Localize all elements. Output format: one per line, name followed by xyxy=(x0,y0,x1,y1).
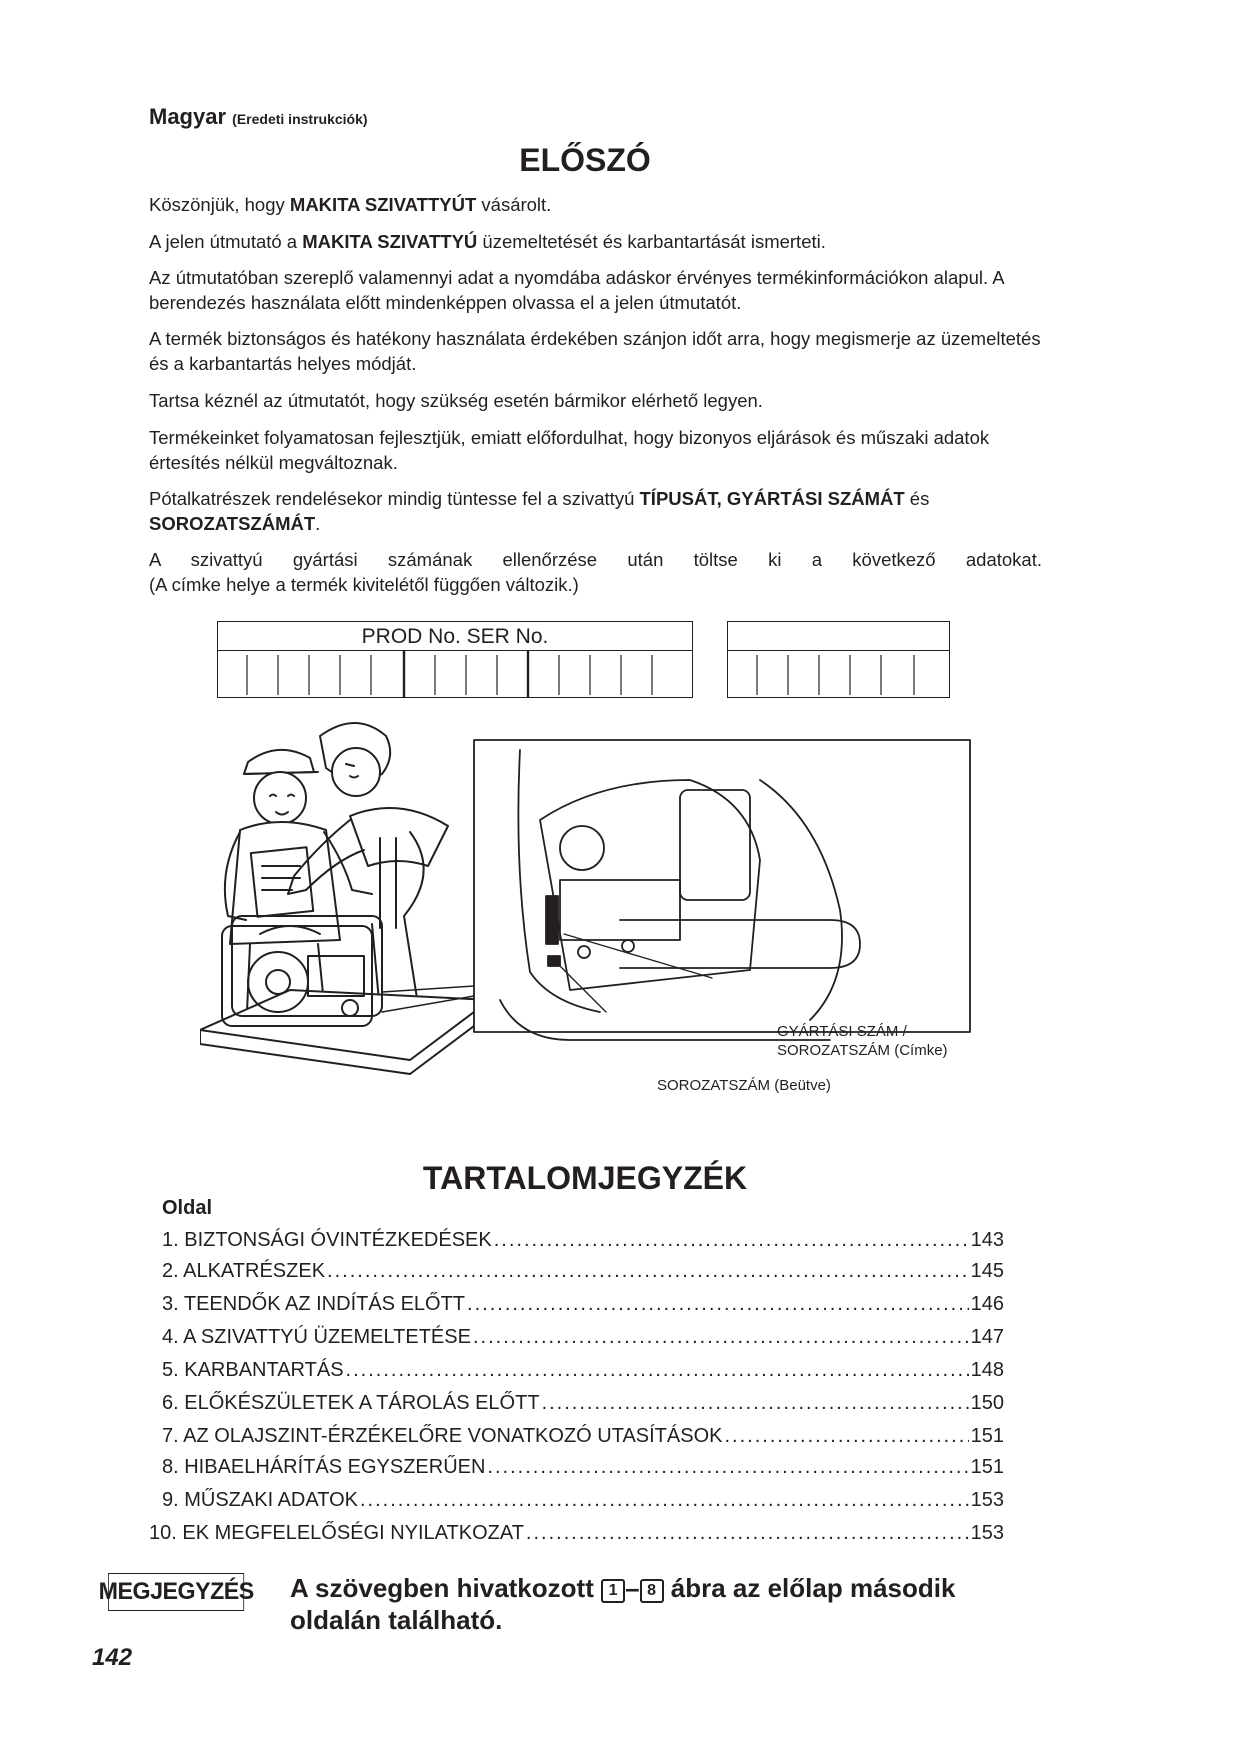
note-text-a: A szövegben hivatkozott xyxy=(290,1573,602,1603)
p7-text-e: . xyxy=(315,513,321,534)
toc-entry-label: 4. A SZIVATTYÚ ÜZEMELTETÉSE xyxy=(162,1326,471,1348)
figure-ref-end-icon xyxy=(640,1579,664,1603)
toc-entry-label: 5. KARBANTARTÁS xyxy=(162,1359,344,1381)
language-name: Magyar xyxy=(149,104,227,129)
note-text-b: ábra az előlap második oldalán található. xyxy=(290,1573,956,1635)
prod-ser-digit-cells xyxy=(218,651,692,698)
toc-entry-label: 6. ELŐKÉSZÜLETEK A TÁROLÁS ELŐTT xyxy=(162,1392,540,1414)
toc-leader xyxy=(542,1392,969,1415)
toc-entry-page: 145 xyxy=(970,1260,1004,1282)
toc-entry[interactable] xyxy=(162,1293,1004,1319)
callout-stamped-number: SOROZATSZÁM (Beütve) xyxy=(657,1077,831,1094)
foreword-paragraph-5: Tartsa kéznél az útmutatót, hogy szükség esetén bármikor elérhető legyen. xyxy=(149,390,763,411)
language-heading xyxy=(149,104,368,130)
toc-entry[interactable] xyxy=(162,1425,1004,1451)
toc-entry-label: 8. HIBAELHÁRÍTÁS EGYSZERŰEN xyxy=(162,1456,486,1478)
toc-entry[interactable] xyxy=(162,1489,1004,1515)
toc-entry-page: 143 xyxy=(970,1229,1004,1251)
extra-number-header xyxy=(728,622,949,651)
callout-label-number xyxy=(777,1022,948,1060)
callout-label-line-2: SOROZATSZÁM (Címke) xyxy=(777,1042,948,1059)
toc-entry-label: 3. TEENDŐK AZ INDÍTÁS ELŐTT xyxy=(162,1293,466,1315)
p7-bold-b: TÍPUSÁT, GYÁRTÁSI SZÁMÁT xyxy=(639,488,905,509)
toc-entry[interactable] xyxy=(162,1456,1004,1482)
toc-leader xyxy=(473,1326,969,1349)
foreword-paragraph-6: Termékeinket folyamatosan fejlesztjük, emiatt előfordulhat, hogy bizonyos eljárások és műszaki adatok értesítés nélkül megváltoznak. xyxy=(149,427,990,473)
p2-brand: MAKITA SZIVATTYÚ xyxy=(302,231,478,252)
p1-text-a: Köszönjük, hogy xyxy=(149,194,290,215)
toc-leader xyxy=(467,1293,969,1316)
pump-illustration xyxy=(200,720,980,1120)
foreword-paragraph-3: Az útmutatóban szereplő valamennyi adat a nyomdába adáskor érvényes termékinformációkon alapul. A berendezés használata előtt mindenképpen olvassa el a jelen útmutatót. xyxy=(149,267,1004,313)
toc-leader xyxy=(327,1260,969,1283)
callout-label-line-1: GYÁRTÁSI SZÁM / xyxy=(777,1023,907,1040)
p7-text-a: Pótalkatrészek rendelésekor mindig tüntesse fel a szivattyú xyxy=(149,488,640,509)
foreword-paragraph-1 xyxy=(149,192,1042,217)
toc-leader xyxy=(724,1425,968,1448)
prod-ser-number-form xyxy=(217,621,693,698)
toc-entry[interactable] xyxy=(162,1326,1004,1352)
note-text xyxy=(290,1572,1050,1636)
toc-entry-page: 151 xyxy=(970,1425,1004,1447)
toc-entry-page: 146 xyxy=(970,1293,1004,1315)
toc-entry-label: 7. AZ OLAJSZINT-ÉRZÉKELŐRE VONATKOZÓ UTASÍTÁSOK xyxy=(162,1425,723,1447)
toc-entry-label: 1. BIZTONSÁGI ÓVINTÉZKEDÉSEK xyxy=(162,1229,492,1251)
extra-number-form xyxy=(727,621,950,698)
foreword-paragraph-4: A termék biztonságos és hatékony használata érdekében szánjon időt arra, hogy megismerje az üzemeltetés és a karbantartás helyes módját. xyxy=(149,328,1041,374)
toc-entry-page: 153 xyxy=(970,1489,1004,1511)
toc-entry-label: 9. MŰSZAKI ADATOK xyxy=(162,1489,358,1511)
foreword-paragraph-2 xyxy=(149,229,1042,254)
toc-entry-page: 148 xyxy=(970,1359,1004,1381)
detail-inset-frame xyxy=(474,740,970,1032)
toc-entry[interactable] xyxy=(149,1522,1004,1548)
foreword-title: ELŐSZÓ xyxy=(519,142,651,178)
p2-text-c: üzemeltetését és karbantartását ismerteti. xyxy=(477,231,826,252)
toc-entry-page: 151 xyxy=(970,1456,1004,1478)
toc-title: TARTALOMJEGYZÉK xyxy=(422,1160,748,1196)
toc-entry-page: 150 xyxy=(970,1392,1004,1414)
note-badge-label: MEGJEGYZÉS xyxy=(98,1578,254,1605)
toc-entry[interactable] xyxy=(162,1260,1004,1286)
p7-bold-d: SOROZATSZÁMÁT xyxy=(149,513,316,534)
toc-leader xyxy=(526,1522,969,1545)
toc-entry-page: 153 xyxy=(970,1522,1004,1544)
p1-text-c: vásárolt. xyxy=(476,194,552,215)
prod-ser-header: PROD No. SER No. xyxy=(218,622,692,651)
figure-ref-dash: – xyxy=(625,1573,640,1603)
figure-ref-start-number: 1 xyxy=(608,1582,618,1599)
toc-page-heading: Oldal xyxy=(162,1197,213,1219)
p2-text-a: A jelen útmutató a xyxy=(149,231,303,252)
page-number: 142 xyxy=(92,1644,133,1671)
p1-brand: MAKITA SZIVATTYÚT xyxy=(289,194,477,215)
toc-entry[interactable] xyxy=(162,1392,1004,1418)
toc-leader xyxy=(346,1359,969,1382)
toc-entry[interactable] xyxy=(162,1359,1004,1385)
note-badge xyxy=(98,1573,254,1611)
figure-ref-start-icon xyxy=(601,1579,625,1603)
language-note: (Eredeti instrukciók) xyxy=(232,111,368,127)
toc-entry-label: 2. ALKATRÉSZEK xyxy=(162,1260,326,1282)
toc-entry-page: 147 xyxy=(970,1326,1004,1348)
toc-leader xyxy=(494,1229,969,1252)
toc-leader xyxy=(487,1456,968,1479)
extra-number-digit-cells xyxy=(728,651,949,698)
figure-ref-end-number: 8 xyxy=(647,1582,656,1599)
toc-leader xyxy=(360,1489,969,1512)
foreword-paragraph-8-line-2: (A címke helye a termék kivitelétől függően változik.) xyxy=(149,574,579,595)
toc-entry-label: 10. EK MEGFELELŐSÉGI NYILATKOZAT xyxy=(149,1522,524,1544)
p7-text-c: és xyxy=(904,488,930,509)
foreword-paragraph-7 xyxy=(149,486,1042,536)
toc-entry[interactable] xyxy=(162,1229,1004,1255)
foreword-paragraph-8-line-1: A szivattyú gyártási számának ellenőrzése után töltse ki a következő adatokat. xyxy=(149,549,1042,570)
